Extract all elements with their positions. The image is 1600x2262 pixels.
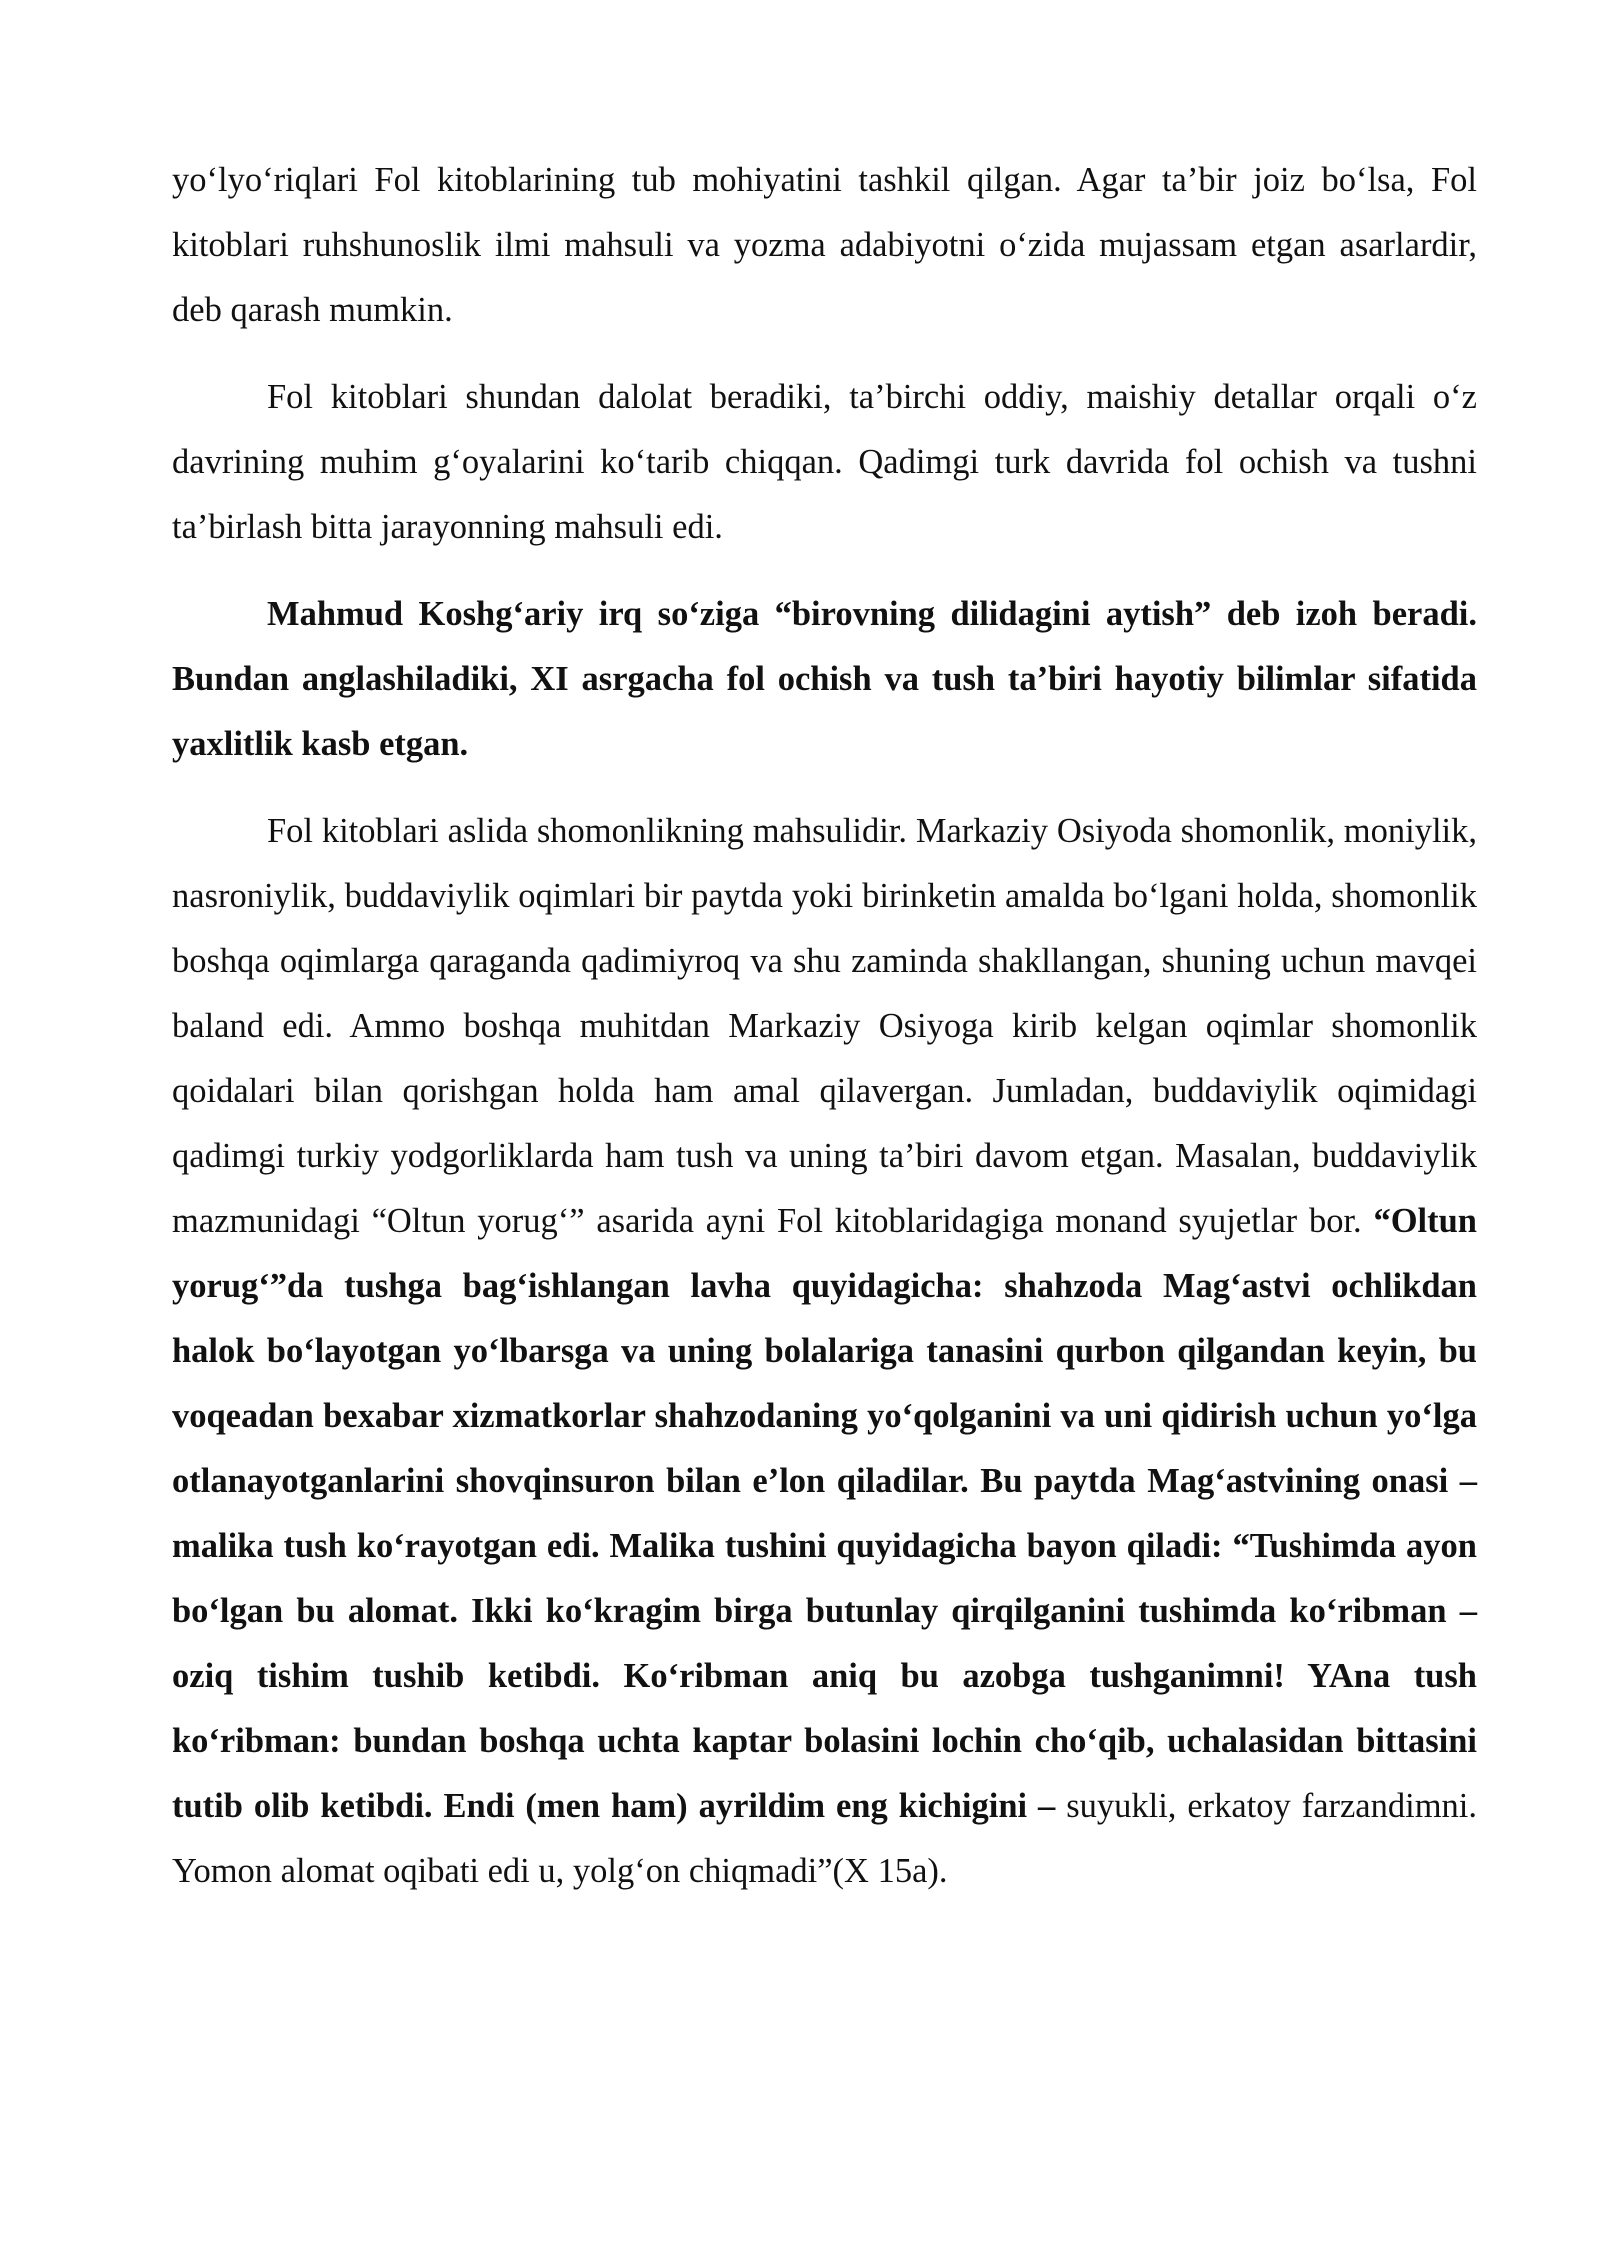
paragraph-1-text: yo‘lyo‘riqlari Fol kitoblarining tub mohiyatini tashkil qilgan. Agar ta’bir joiz bo‘lsa, Fol kitoblari ruhshunoslik ilmi mahsuli va yozma adabiyotni o‘zida mujassam etgan asarlardir, deb qarash mumkin.: [172, 161, 1477, 329]
paragraph-2-text: Fol kitoblari shundan dalolat beradiki, ta’birchi oddiy, maishiy detallar orqali o‘z davrining muhim g‘oyalarini ko‘tarib chiqqan. Qadimgi turk davrida fol ochish va tushni ta’birlash bitta jarayonning mahsuli edi.: [172, 378, 1477, 546]
paragraph-4: [172, 799, 1477, 1904]
paragraph-3-bold: [172, 582, 1477, 777]
paragraph-3-text: Mahmud Koshg‘ariy irq so‘ziga “birovning dilidagini aytish” deb izoh beradi. Bundan anglashiladiki, XI asrgacha fol ochish va tush ta’biri hayotiy bilimlar sifatida yaxlitlik kasb etgan.: [172, 595, 1477, 763]
document-page: [172, 148, 1477, 1926]
paragraph-4-regular-text: Fol kitoblari aslida shomonlikning mahsulidir. Markaziy Osiyoda shomonlik, moniylik, nasroniylik, buddaviylik oqimlari bir paytda yoki birinketin amalda bo‘lgani holda, shomonlik boshqa oqimlarga qaraganda qadimiyroq va shu zaminda shakllangan, shuning uchun mavqei baland edi. Ammo boshqa muhitdan Markaziy Osiyoga kirib kelgan oqimlar shomonlik qoidalari bilan qorishgan holda ham amal qilavergan. Jumladan, buddaviylik oqimidagi qadimgi turkiy yodgorliklarda ham tush va uning ta’biri davom etgan. Masalan, buddaviylik mazmunidagi “Oltun yorug‘” asarida ayni Fol kitoblaridagiga monand syujetlar bor.: [172, 812, 1477, 1240]
paragraph-4-bold-text: “Oltun yorug‘”da tushga bag‘ishlangan lavha quyidagicha: shahzoda Mag‘astvi ochlikdan halok bo‘layotgan yo‘lbarsga va uning bolalariga tanasini qurbon qilgandan keyin, bu voqeadan bexabar xizmatkorlar shahzodaning yo‘qolganini va uni qidirish uchun yo‘lga otlanayotganlarini shovqinsuron bilan e’lon qiladilar. Bu paytda Mag‘astvining onasi – malika tush ko‘rayotgan edi. Malika tushini quyidagicha bayon qiladi: “Tushimda ayon bo‘lgan bu alomat. Ikki ko‘kragim birga butunlay qirqilganini tushimda ko‘ribman – oziq tishim tushib ketibdi. Ko‘ribman aniq bu azobga tushganimni! YAna tush ko‘ribman: bundan boshqa uchta kaptar bolasini lochin cho‘qib, uchalasidan bittasini tutib olib ketibdi. Endi (men ham) ayrildim eng kichigini –: [172, 1202, 1477, 1825]
paragraph-1: [172, 148, 1477, 343]
paragraph-2: [172, 365, 1477, 560]
paragraph-4-ending-text: suyukli, erkatoy farzandimni. Yomon alomat oqibati edi u, yolg‘on chiqmadi”(X 15a).: [172, 1787, 1477, 1890]
